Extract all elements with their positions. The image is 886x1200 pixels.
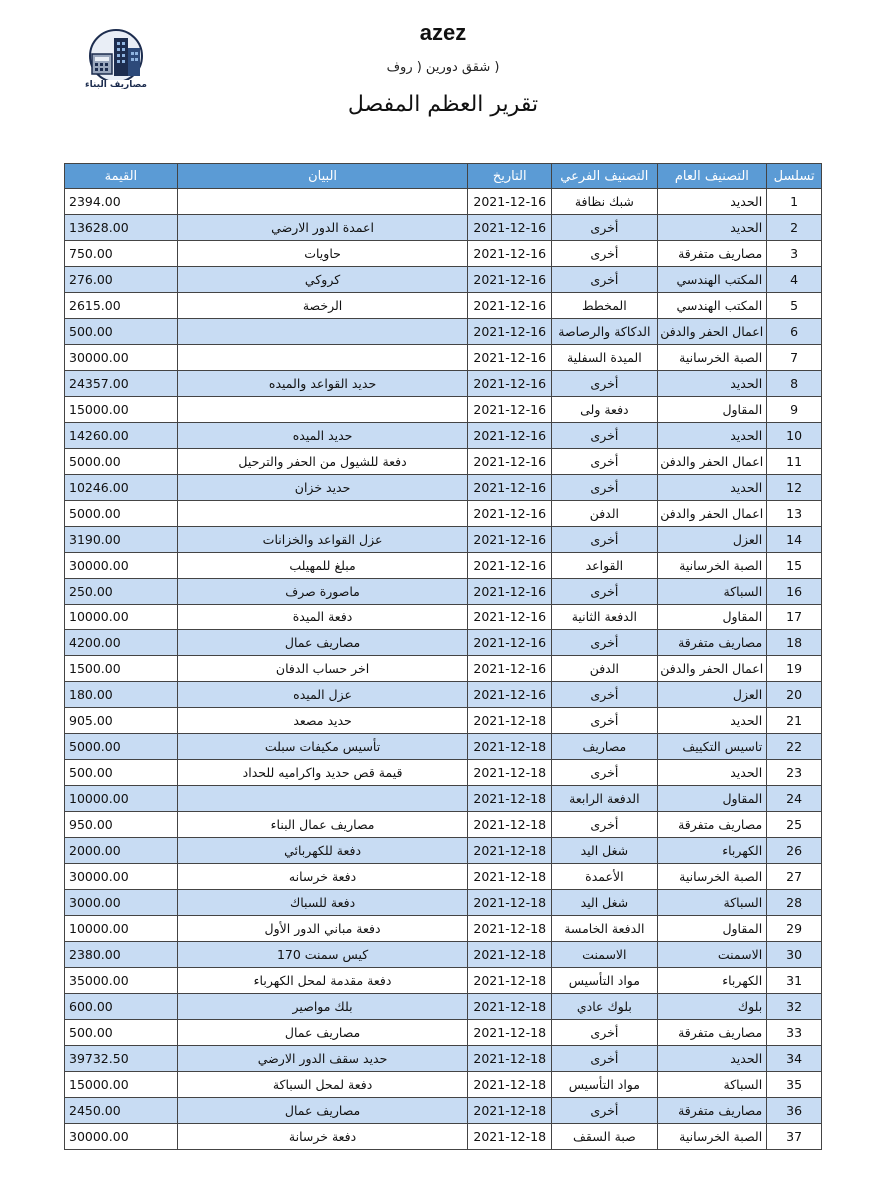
cell-sub-category: الاسمنت bbox=[552, 942, 657, 968]
cell-value: 500.00 bbox=[65, 1020, 178, 1046]
cell-description bbox=[177, 189, 468, 215]
cell-date: 2021-12-18 bbox=[468, 1123, 552, 1149]
cell-value: 5000.00 bbox=[65, 734, 178, 760]
cell-seq: 23 bbox=[767, 760, 822, 786]
cell-date: 2021-12-18 bbox=[468, 994, 552, 1020]
cell-seq: 22 bbox=[767, 734, 822, 760]
cell-description: دفعة مباني الدور الأول bbox=[177, 916, 468, 942]
cell-sub-category: الأعمدة bbox=[552, 864, 657, 890]
cell-seq: 26 bbox=[767, 838, 822, 864]
cell-date: 2021-12-18 bbox=[468, 708, 552, 734]
cell-value: 600.00 bbox=[65, 994, 178, 1020]
table-row bbox=[65, 838, 822, 864]
cell-date: 2021-12-18 bbox=[468, 786, 552, 812]
cell-sub-category: دفعة ولى bbox=[552, 396, 657, 422]
cell-general-category: تاسيس التكييف bbox=[657, 734, 767, 760]
cell-description: دفعة خرسانه bbox=[177, 864, 468, 890]
cell-value: 15000.00 bbox=[65, 1071, 178, 1097]
cell-description: مبلغ للمهيلب bbox=[177, 552, 468, 578]
cell-seq: 29 bbox=[767, 916, 822, 942]
report-table bbox=[64, 163, 822, 1150]
cell-description: حديد خزان bbox=[177, 474, 468, 500]
cell-seq: 12 bbox=[767, 474, 822, 500]
cell-sub-category: الدفعة الرابعة bbox=[552, 786, 657, 812]
cell-general-category: المكتب الهندسي bbox=[657, 292, 767, 318]
cell-value: 2450.00 bbox=[65, 1097, 178, 1123]
cell-general-category: اعمال الحفر والدفن bbox=[657, 448, 767, 474]
cell-general-category: المكتب الهندسي bbox=[657, 266, 767, 292]
cell-general-category: اعمال الحفر والدفن bbox=[657, 656, 767, 682]
cell-date: 2021-12-16 bbox=[468, 526, 552, 552]
cell-sub-category: مواد التأسيس bbox=[552, 968, 657, 994]
cell-sub-category: القواعد bbox=[552, 552, 657, 578]
cell-date: 2021-12-16 bbox=[468, 656, 552, 682]
cell-date: 2021-12-18 bbox=[468, 1071, 552, 1097]
cell-date: 2021-12-16 bbox=[468, 396, 552, 422]
cell-general-category: العزل bbox=[657, 682, 767, 708]
cell-general-category: اعمال الحفر والدفن bbox=[657, 318, 767, 344]
cell-sub-category: أخرى bbox=[552, 266, 657, 292]
cell-sub-category: أخرى bbox=[552, 682, 657, 708]
cell-seq: 24 bbox=[767, 786, 822, 812]
cell-seq: 21 bbox=[767, 708, 822, 734]
cell-date: 2021-12-16 bbox=[468, 292, 552, 318]
cell-value: 2000.00 bbox=[65, 838, 178, 864]
cell-description: تأسيس مكيفات سبلت bbox=[177, 734, 468, 760]
cell-sub-category: أخرى bbox=[552, 812, 657, 838]
cell-general-category: الحديد bbox=[657, 422, 767, 448]
col-header-seq: تسلسل bbox=[767, 164, 822, 189]
cell-general-category: السباكة bbox=[657, 1071, 767, 1097]
cell-sub-category: أخرى bbox=[552, 578, 657, 604]
cell-general-category: السباكة bbox=[657, 578, 767, 604]
cell-date: 2021-12-18 bbox=[468, 812, 552, 838]
cell-sub-category: الدكاكة والرصاصة bbox=[552, 318, 657, 344]
cell-description: دفعة لمحل السباكة bbox=[177, 1071, 468, 1097]
cell-value: 2380.00 bbox=[65, 942, 178, 968]
cell-sub-category: شغل اليد bbox=[552, 838, 657, 864]
table-row bbox=[65, 422, 822, 448]
cell-seq: 34 bbox=[767, 1045, 822, 1071]
cell-seq: 20 bbox=[767, 682, 822, 708]
cell-seq: 17 bbox=[767, 604, 822, 630]
cell-description: حديد مصعد bbox=[177, 708, 468, 734]
cell-seq: 27 bbox=[767, 864, 822, 890]
cell-value: 905.00 bbox=[65, 708, 178, 734]
cell-general-category: الاسمنت bbox=[657, 942, 767, 968]
table-row bbox=[65, 994, 822, 1020]
cell-seq: 15 bbox=[767, 552, 822, 578]
table-row bbox=[65, 864, 822, 890]
cell-date: 2021-12-18 bbox=[468, 968, 552, 994]
table-row bbox=[65, 656, 822, 682]
cell-general-category: الحديد bbox=[657, 189, 767, 215]
cell-sub-category: أخرى bbox=[552, 708, 657, 734]
cell-value: 10000.00 bbox=[65, 604, 178, 630]
cell-value: 180.00 bbox=[65, 682, 178, 708]
table-row bbox=[65, 630, 822, 656]
cell-date: 2021-12-18 bbox=[468, 942, 552, 968]
cell-value: 1500.00 bbox=[65, 656, 178, 682]
cell-description: اخر حساب الدفان bbox=[177, 656, 468, 682]
cell-general-category: مصاريف متفرقة bbox=[657, 1020, 767, 1046]
cell-general-category: المقاول bbox=[657, 786, 767, 812]
cell-value: 30000.00 bbox=[65, 864, 178, 890]
col-header-general: التصنيف العام bbox=[657, 164, 767, 189]
cell-seq: 37 bbox=[767, 1123, 822, 1149]
table-row bbox=[65, 474, 822, 500]
cell-date: 2021-12-16 bbox=[468, 422, 552, 448]
cell-general-category: المقاول bbox=[657, 604, 767, 630]
cell-seq: 8 bbox=[767, 370, 822, 396]
cell-sub-category: أخرى bbox=[552, 240, 657, 266]
document-subtitle: ( شقق دورين ( روف bbox=[386, 60, 500, 75]
col-header-description: البيان bbox=[177, 164, 468, 189]
cell-value: 10246.00 bbox=[65, 474, 178, 500]
cell-value: 4200.00 bbox=[65, 630, 178, 656]
table-row bbox=[65, 292, 822, 318]
cell-seq: 14 bbox=[767, 526, 822, 552]
cell-value: 5000.00 bbox=[65, 500, 178, 526]
cell-sub-category: الدفن bbox=[552, 500, 657, 526]
cell-general-category: الكهرباء bbox=[657, 968, 767, 994]
cell-value: 30000.00 bbox=[65, 552, 178, 578]
cell-sub-category: الدفن bbox=[552, 656, 657, 682]
cell-general-category: مصاريف متفرقة bbox=[657, 812, 767, 838]
table-row bbox=[65, 942, 822, 968]
cell-general-category: الكهرباء bbox=[657, 838, 767, 864]
cell-date: 2021-12-16 bbox=[468, 318, 552, 344]
cell-date: 2021-12-16 bbox=[468, 630, 552, 656]
cell-description: كيس سمنت 170 bbox=[177, 942, 468, 968]
cell-date: 2021-12-16 bbox=[468, 370, 552, 396]
cell-value: 24357.00 bbox=[65, 370, 178, 396]
cell-value: 39732.50 bbox=[65, 1045, 178, 1071]
cell-description: اعمدة الدور الارضي bbox=[177, 214, 468, 240]
cell-date: 2021-12-16 bbox=[468, 578, 552, 604]
cell-sub-category: أخرى bbox=[552, 214, 657, 240]
cell-description bbox=[177, 786, 468, 812]
cell-value: 30000.00 bbox=[65, 1123, 178, 1149]
cell-seq: 35 bbox=[767, 1071, 822, 1097]
table-row bbox=[65, 578, 822, 604]
cell-sub-category: أخرى bbox=[552, 526, 657, 552]
cell-value: 10000.00 bbox=[65, 786, 178, 812]
cell-date: 2021-12-16 bbox=[468, 474, 552, 500]
cell-seq: 13 bbox=[767, 500, 822, 526]
cell-sub-category: شبك نظافة bbox=[552, 189, 657, 215]
cell-value: 950.00 bbox=[65, 812, 178, 838]
cell-date: 2021-12-18 bbox=[468, 1020, 552, 1046]
cell-general-category: مصاريف متفرقة bbox=[657, 630, 767, 656]
document-title: azez bbox=[419, 20, 467, 45]
cell-seq: 16 bbox=[767, 578, 822, 604]
cell-general-category: العزل bbox=[657, 526, 767, 552]
report-title: تقرير العظم المفصل bbox=[347, 92, 539, 117]
cell-general-category: الحديد bbox=[657, 370, 767, 396]
cell-general-category: الصبة الخرسانية bbox=[657, 552, 767, 578]
cell-seq: 32 bbox=[767, 994, 822, 1020]
table-row bbox=[65, 604, 822, 630]
cell-description: حديد الميده bbox=[177, 422, 468, 448]
cell-value: 250.00 bbox=[65, 578, 178, 604]
cell-sub-category: الدفعة الثانية bbox=[552, 604, 657, 630]
cell-date: 2021-12-18 bbox=[468, 1045, 552, 1071]
cell-date: 2021-12-18 bbox=[468, 760, 552, 786]
cell-general-category: الحديد bbox=[657, 708, 767, 734]
cell-description: دفعة للكهربائي bbox=[177, 838, 468, 864]
cell-value: 14260.00 bbox=[65, 422, 178, 448]
cell-description: حديد سقف الدور الارضي bbox=[177, 1045, 468, 1071]
cell-seq: 2 bbox=[767, 214, 822, 240]
cell-sub-category: أخرى bbox=[552, 1020, 657, 1046]
cell-value: 35000.00 bbox=[65, 968, 178, 994]
cell-general-category: الصبة الخرسانية bbox=[657, 864, 767, 890]
cell-value: 5000.00 bbox=[65, 448, 178, 474]
cell-seq: 28 bbox=[767, 890, 822, 916]
cell-seq: 6 bbox=[767, 318, 822, 344]
cell-description: حديد القواعد والميده bbox=[177, 370, 468, 396]
cell-seq: 4 bbox=[767, 266, 822, 292]
cell-seq: 19 bbox=[767, 656, 822, 682]
cell-description: دفعة الميدة bbox=[177, 604, 468, 630]
cell-description: عزل القواعد والخزانات bbox=[177, 526, 468, 552]
cell-sub-category: أخرى bbox=[552, 370, 657, 396]
cell-seq: 1 bbox=[767, 189, 822, 215]
cell-description: دفعة للشيول من الحفر والترحيل bbox=[177, 448, 468, 474]
cell-sub-category: المخطط bbox=[552, 292, 657, 318]
cell-general-category: بلوك bbox=[657, 994, 767, 1020]
cell-value: 276.00 bbox=[65, 266, 178, 292]
cell-date: 2021-12-18 bbox=[468, 734, 552, 760]
cell-value: 3190.00 bbox=[65, 526, 178, 552]
cell-sub-category: مصاريف bbox=[552, 734, 657, 760]
cell-general-category: الحديد bbox=[657, 214, 767, 240]
cell-sub-category: مواد التأسيس bbox=[552, 1071, 657, 1097]
logo-caption: مصاريف البناء bbox=[84, 80, 148, 90]
cell-seq: 36 bbox=[767, 1097, 822, 1123]
cell-seq: 31 bbox=[767, 968, 822, 994]
cell-value: 3000.00 bbox=[65, 890, 178, 916]
cell-description bbox=[177, 318, 468, 344]
table-row bbox=[65, 318, 822, 344]
table-row bbox=[65, 1123, 822, 1149]
cell-description: دفعة للسباك bbox=[177, 890, 468, 916]
cell-description bbox=[177, 396, 468, 422]
cell-date: 2021-12-18 bbox=[468, 916, 552, 942]
cell-date: 2021-12-16 bbox=[468, 552, 552, 578]
cell-description bbox=[177, 500, 468, 526]
cell-description: الرخصة bbox=[177, 292, 468, 318]
cell-sub-category: بلوك عادي bbox=[552, 994, 657, 1020]
cell-date: 2021-12-16 bbox=[468, 682, 552, 708]
cell-description: مصاريف عمال bbox=[177, 1097, 468, 1123]
table-row bbox=[65, 812, 822, 838]
cell-date: 2021-12-16 bbox=[468, 189, 552, 215]
cell-date: 2021-12-16 bbox=[468, 604, 552, 630]
table-row bbox=[65, 448, 822, 474]
cell-date: 2021-12-18 bbox=[468, 864, 552, 890]
table-row bbox=[65, 916, 822, 942]
cell-seq: 5 bbox=[767, 292, 822, 318]
table-row bbox=[65, 552, 822, 578]
cell-value: 2615.00 bbox=[65, 292, 178, 318]
cell-general-category: الحديد bbox=[657, 1045, 767, 1071]
cell-general-category: مصاريف متفرقة bbox=[657, 1097, 767, 1123]
cell-sub-category: صبة السقف bbox=[552, 1123, 657, 1149]
col-header-value: القيمة bbox=[65, 164, 178, 189]
table-row bbox=[65, 189, 822, 215]
cell-date: 2021-12-16 bbox=[468, 266, 552, 292]
table-row bbox=[65, 760, 822, 786]
cell-general-category: الصبة الخرسانية bbox=[657, 344, 767, 370]
cell-description: مصاريف عمال bbox=[177, 1020, 468, 1046]
cell-sub-category: شغل اليد bbox=[552, 890, 657, 916]
cell-general-category: الحديد bbox=[657, 760, 767, 786]
cell-seq: 9 bbox=[767, 396, 822, 422]
table-row bbox=[65, 786, 822, 812]
cell-description: دفعة خرسانة bbox=[177, 1123, 468, 1149]
cell-general-category: المقاول bbox=[657, 396, 767, 422]
cell-date: 2021-12-18 bbox=[468, 890, 552, 916]
cell-seq: 25 bbox=[767, 812, 822, 838]
cell-sub-category: أخرى bbox=[552, 422, 657, 448]
cell-value: 10000.00 bbox=[65, 916, 178, 942]
cell-value: 13628.00 bbox=[65, 214, 178, 240]
cell-seq: 30 bbox=[767, 942, 822, 968]
cell-value: 500.00 bbox=[65, 760, 178, 786]
cell-description: بلك مواصير bbox=[177, 994, 468, 1020]
cell-sub-category: أخرى bbox=[552, 448, 657, 474]
table-row bbox=[65, 1020, 822, 1046]
cell-seq: 18 bbox=[767, 630, 822, 656]
cell-description: مصاريف عمال البناء bbox=[177, 812, 468, 838]
cell-description bbox=[177, 344, 468, 370]
cell-general-category: المقاول bbox=[657, 916, 767, 942]
cell-value: 750.00 bbox=[65, 240, 178, 266]
table-row bbox=[65, 214, 822, 240]
cell-value: 30000.00 bbox=[65, 344, 178, 370]
table-row bbox=[65, 708, 822, 734]
cell-sub-category: أخرى bbox=[552, 1045, 657, 1071]
cell-date: 2021-12-18 bbox=[468, 1097, 552, 1123]
cell-description: مصاريف عمال bbox=[177, 630, 468, 656]
cell-date: 2021-12-18 bbox=[468, 838, 552, 864]
cell-general-category: اعمال الحفر والدفن bbox=[657, 500, 767, 526]
cell-value: 15000.00 bbox=[65, 396, 178, 422]
cell-date: 2021-12-16 bbox=[468, 240, 552, 266]
cell-sub-category: أخرى bbox=[552, 474, 657, 500]
cell-sub-category: أخرى bbox=[552, 760, 657, 786]
table-row bbox=[65, 370, 822, 396]
cell-description: دفعة مقدمة لمحل الكهرباء bbox=[177, 968, 468, 994]
cell-general-category: مصاريف متفرقة bbox=[657, 240, 767, 266]
col-header-sub: التصنيف الفرعي bbox=[552, 164, 657, 189]
cell-description: ماصورة صرف bbox=[177, 578, 468, 604]
cell-sub-category: الميدة السفلية bbox=[552, 344, 657, 370]
cell-date: 2021-12-16 bbox=[468, 214, 552, 240]
cell-date: 2021-12-16 bbox=[468, 448, 552, 474]
cell-description: قيمة قص حديد واكراميه للحداد bbox=[177, 760, 468, 786]
table-row bbox=[65, 734, 822, 760]
table-row bbox=[65, 890, 822, 916]
cell-general-category: الحديد bbox=[657, 474, 767, 500]
cell-seq: 10 bbox=[767, 422, 822, 448]
table-row bbox=[65, 1071, 822, 1097]
table-row bbox=[65, 968, 822, 994]
table-row bbox=[65, 266, 822, 292]
cell-value: 2394.00 bbox=[65, 189, 178, 215]
cell-sub-category: الدفعة الخامسة bbox=[552, 916, 657, 942]
table-row bbox=[65, 1097, 822, 1123]
table-row bbox=[65, 500, 822, 526]
table-header-row bbox=[65, 164, 822, 189]
cell-general-category: السباكة bbox=[657, 890, 767, 916]
cell-value: 500.00 bbox=[65, 318, 178, 344]
table-row bbox=[65, 526, 822, 552]
table-row bbox=[65, 240, 822, 266]
cell-seq: 3 bbox=[767, 240, 822, 266]
cell-seq: 33 bbox=[767, 1020, 822, 1046]
cell-sub-category: أخرى bbox=[552, 1097, 657, 1123]
cell-seq: 11 bbox=[767, 448, 822, 474]
table-row bbox=[65, 396, 822, 422]
cell-description: حاويات bbox=[177, 240, 468, 266]
cell-date: 2021-12-16 bbox=[468, 500, 552, 526]
cell-sub-category: أخرى bbox=[552, 630, 657, 656]
table-row bbox=[65, 344, 822, 370]
cell-general-category: الصبة الخرسانية bbox=[657, 1123, 767, 1149]
col-header-date: التاريخ bbox=[468, 164, 552, 189]
cell-description: كروكي bbox=[177, 266, 468, 292]
cell-seq: 7 bbox=[767, 344, 822, 370]
table-row bbox=[65, 682, 822, 708]
cell-date: 2021-12-16 bbox=[468, 344, 552, 370]
cell-description: عزل الميده bbox=[177, 682, 468, 708]
table-row bbox=[65, 1045, 822, 1071]
